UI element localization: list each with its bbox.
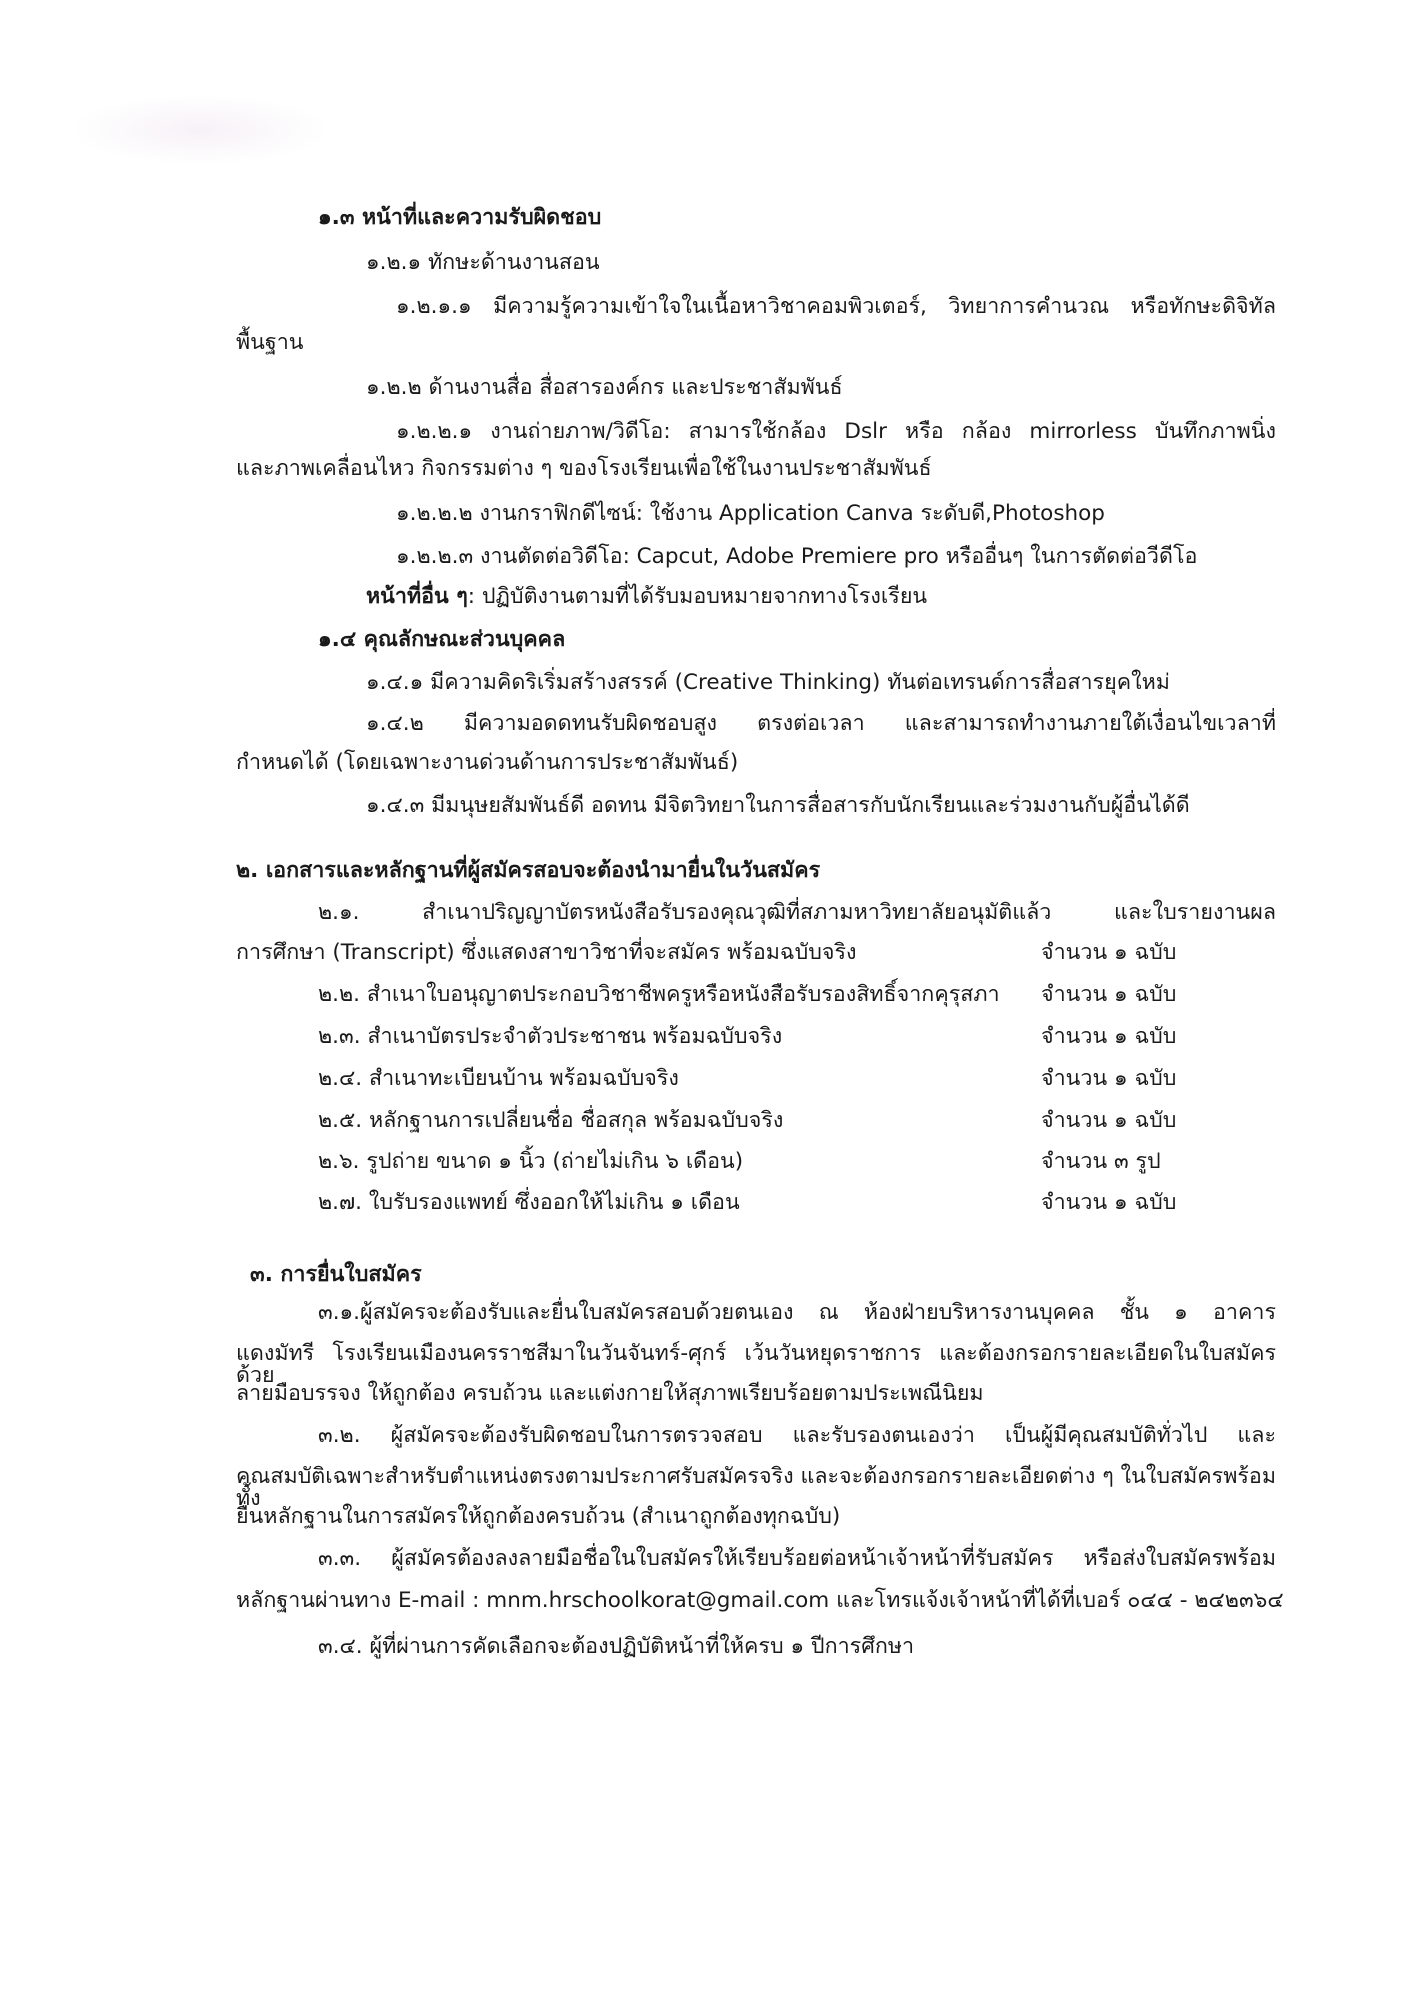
item-3-3: ๓.๓. ผู้สมัครต้องลงลายมือชื่อในใบสมัครให้เรียบร้อยต่อหน้าเจ้าหน้าที่รับสมัคร หรือส่งใบสมัครพร้อม (318, 1546, 1276, 1571)
item-1-2-1: ๑.๒.๑ ทักษะด้านงานสอน (366, 250, 600, 275)
other-duties-text: : ปฏิบัติงานตามที่ได้รับมอบหมายจากทางโรงเรียน (467, 584, 928, 609)
item-2-6: ๒.๖. รูปถ่าย ขนาด ๑ นิ้ว (ถ่ายไม่เกิน ๖ เดือน) (318, 1149, 744, 1174)
section-heading-2: ๒. เอกสารและหลักฐานที่ผู้สมัครสอบจะต้องนำมายื่นในวันสมัคร (236, 858, 821, 883)
item-1-2-2-3: ๑.๒.๒.๓ งานตัดต่อวิดีโอ: Capcut, Adobe Premiere pro หรืออื่นๆ ในการตัดต่อวีดีโอ (396, 544, 1198, 569)
item-2-6-quantity: จำนวน ๓ รูป (1041, 1149, 1161, 1174)
item-2-2: ๒.๒. สำเนาใบอนุญาตประกอบวิชาชีพครูหรือหนังสือรับรองสิทธิ์จากคุรุสภา (318, 982, 1000, 1007)
item-3-2-cont-2: ยื่นหลักฐานในการสมัครให้ถูกต้องครบถ้วน (สำเนาถูกต้องทุกฉบับ) (236, 1504, 841, 1529)
item-1-4-3: ๑.๔.๓ มีมนุษยสัมพันธ์ดี อดทน มีจิตวิทยาในการสื่อสารกับนักเรียนและร่วมงานกับผู้อื่นได้ดี (366, 793, 1190, 818)
item-2-7: ๒.๗. ใบรับรองแพทย์ ซึ่งออกให้ไม่เกิน ๑ เดือน (318, 1190, 740, 1215)
item-2-1: ๒.๑. สำเนาปริญญาบัตรหนังสือรับรองคุณวุฒิที่สภามหาวิทยาลัยอนุมัติแล้ว และใบรายงานผล (318, 900, 1276, 925)
item-2-1-cont: การศึกษา (Transcript) ซึ่งแสดงสาขาวิชาที่จะสมัคร พร้อมฉบับจริง (236, 940, 857, 965)
other-duties-label: หน้าที่อื่น ๆ (366, 584, 468, 609)
item-2-7-quantity: จำนวน ๑ ฉบับ (1041, 1190, 1177, 1215)
item-1-2-1-1: ๑.๒.๑.๑ มีความรู้ความเข้าใจในเนื้อหาวิชาคอมพิวเตอร์, วิทยาการคำนวณ หรือทักษะดิจิทัล (396, 294, 1276, 319)
item-1-4-2: ๑.๔.๒ มีความอดดทนรับผิดชอบสูง ตรงต่อเวลา และสามารถทำงานภายใต้เงื่อนไขเวลาที่ (366, 711, 1276, 736)
item-3-4: ๓.๔. ผู้ที่ผ่านการคัดเลือกจะต้องปฏิบัติหน้าที่ให้ครบ ๑ ปีการศึกษา (318, 1634, 915, 1659)
item-3-2-cont-1: คุณสมบัติเฉพาะสำหรับตำแหน่งตรงตามประกาศรับสมัครจริง และจะต้องกรอกรายละเอียดต่าง ๆ ในใบสมัครพร้อมทั้ง (236, 1464, 1276, 1511)
item-3-1-cont-1: แดงมัทรี โรงเรียนเมืองนครราชสีมาในวันจันทร์-ศุกร์ เว้นวันหยุดราชการ และต้องกรอกรายละเอียดในใบสมัครด้วย (236, 1341, 1276, 1388)
item-3-2: ๓.๒. ผู้สมัครจะต้องรับผิดชอบในการตรวจสอบ และรับรองตนเองว่า เป็นผู้มีคุณสมบัติทั่วไป และ (318, 1423, 1276, 1448)
item-3-3-cont: หลักฐานผ่านทาง E-mail : mnm.hrschoolkorat@gmail.com และโทรแจ้งเจ้าหน้าที่ได้ที่เบอร์ ๐๔๔ - ๒๔๒๓๖๔ (236, 1588, 1284, 1613)
item-2-1-quantity: จำนวน ๑ ฉบับ (1041, 940, 1177, 965)
item-2-3-quantity: จำนวน ๑ ฉบับ (1041, 1024, 1177, 1049)
item-1-4-2-cont: กำหนดได้ (โดยเฉพาะงานด่วนด้านการประชาสัมพันธ์) (236, 750, 739, 775)
item-2-5: ๒.๕. หลักฐานการเปลี่ยนชื่อ ชื่อสกุล พร้อมฉบับจริง (318, 1108, 784, 1133)
item-1-2-2: ๑.๒.๒ ด้านงานสื่อ สื่อสารองค์กร และประชาสัมพันธ์ (366, 375, 843, 400)
scan-smudge (70, 95, 330, 165)
item-1-4-1: ๑.๔.๑ มีความคิดริเริ่มสร้างสรรค์ (Creative Thinking) ทันต่อเทรนด์การสื่อสารยุคใหม่ (366, 670, 1170, 695)
item-2-3: ๒.๓. สำเนาบัตรประจำตัวประชาชน พร้อมฉบับจริง (318, 1024, 783, 1049)
item-1-2-2-1: ๑.๒.๒.๑ งานถ่ายภาพ/วิดีโอ: สามารใช้กล้อง Dslr หรือ กล้อง mirrorless บันทึกภาพนิ่ง (396, 419, 1276, 444)
item-2-4: ๒.๔. สำเนาทะเบียนบ้าน พร้อมฉบับจริง (318, 1066, 679, 1091)
item-1-2-1-1-cont: พื้นฐาน (236, 330, 304, 355)
item-2-2-quantity: จำนวน ๑ ฉบับ (1041, 982, 1177, 1007)
section-heading-3: ๓. การยื่นใบสมัคร (250, 1262, 422, 1287)
item-2-4-quantity: จำนวน ๑ ฉบับ (1041, 1066, 1177, 1091)
other-duties (366, 586, 927, 608)
item-1-2-2-1-cont: และภาพเคลื่อนไหว กิจกรรมต่าง ๆ ของโรงเรียนเพื่อใช้ในงานประชาสัมพันธ์ (236, 456, 932, 481)
item-2-5-quantity: จำนวน ๑ ฉบับ (1041, 1108, 1177, 1133)
section-heading-1-3: ๑.๓ หน้าที่และความรับผิดชอบ (318, 205, 602, 230)
section-heading-1-4: ๑.๔ คุณลักษณะส่วนบุคคล (318, 627, 566, 652)
item-1-2-2-2: ๑.๒.๒.๒ งานกราฟิกดีไซน์: ใช้งาน Application Canva ระดับดี,Photoshop (396, 501, 1105, 526)
item-3-1-cont-2: ลายมือบรรจง ให้ถูกต้อง ครบถ้วน และแต่งกายให้สุภาพเรียบร้อยตามประเพณีนิยม (236, 1381, 984, 1406)
item-3-1: ๓.๑.ผู้สมัครจะต้องรับและยื่นใบสมัครสอบด้วยตนเอง ณ ห้องฝ่ายบริหารงานบุคคล ชั้น ๑ อาคาร (318, 1300, 1276, 1325)
